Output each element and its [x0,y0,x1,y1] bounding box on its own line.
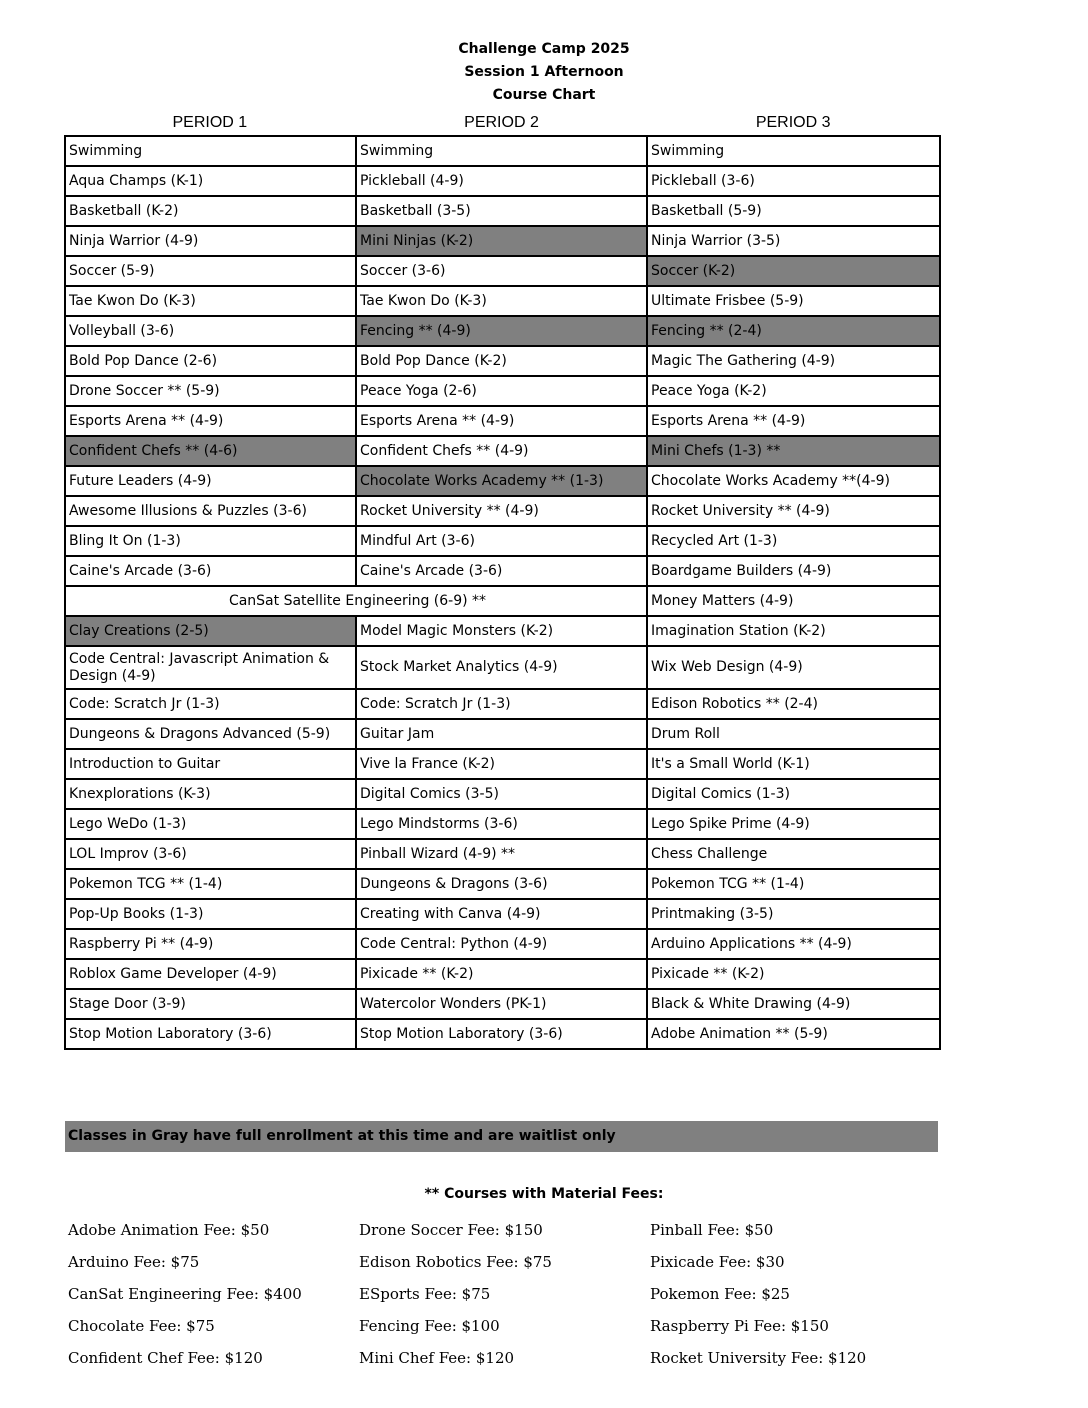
course-cell: Introduction to Guitar [65,749,356,779]
document-header [0,38,1088,107]
course-cell-merged: CanSat Satellite Engineering (6-9) ** [65,586,647,616]
course-cell: Magic The Gathering (4-9) [647,346,940,376]
course-cell-full: Clay Creations (2-5) [65,616,356,646]
session-subtitle: Session 1 Afternoon [464,64,624,80]
course-cell: Ultimate Frisbee (5-9) [647,286,940,316]
course-cell: Code: Scratch Jr (1-3) [65,689,356,719]
course-cell: Stop Motion Laboratory (3-6) [65,1019,356,1049]
table-row [65,346,940,376]
course-cell: It's a Small World (K-1) [647,749,940,779]
fee-item: Drone Soccer Fee: $150 [359,1221,543,1239]
fees-column [650,1214,941,1374]
fee-item: Arduino Fee: $75 [68,1253,200,1271]
course-cell: Stop Motion Laboratory (3-6) [356,1019,647,1049]
table-row [65,989,940,1019]
course-cell: Printmaking (3-5) [647,899,940,929]
table-row [65,526,940,556]
fee-item: Pokemon Fee: $25 [650,1285,790,1303]
course-cell: Pickleball (3-6) [647,166,940,196]
course-cell: Guitar Jam [356,719,647,749]
course-cell: Vive la France (K-2) [356,749,647,779]
course-cell-full: Fencing ** (2-4) [647,316,940,346]
gray-waitlist-note: Classes in Gray have full enrollment at this time and are waitlist only [65,1121,938,1152]
course-cell: Adobe Animation ** (5-9) [647,1019,940,1049]
course-cell: Bling It On (1-3) [65,526,356,556]
table-row [65,899,940,929]
course-cell: Rocket University ** (4-9) [356,496,647,526]
course-cell: Pixicade ** (K-2) [356,959,647,989]
period-header: PERIOD 1 [172,114,248,131]
course-cell: Basketball (5-9) [647,196,940,226]
course-cell: Stage Door (3-9) [65,989,356,1019]
course-cell: Rocket University ** (4-9) [647,496,940,526]
fee-item: Rocket University Fee: $120 [650,1349,867,1367]
course-cell: Swimming [356,136,647,166]
course-cell: Code Central: Python (4-9) [356,929,647,959]
course-cell: Edison Robotics ** (2-4) [647,689,940,719]
table-row [65,406,940,436]
course-cell: Roblox Game Developer (4-9) [65,959,356,989]
course-cell: Awesome Illusions & Puzzles (3-6) [65,496,356,526]
course-cell: Creating with Canva (4-9) [356,899,647,929]
table-row [65,689,940,719]
course-cell: Caine's Arcade (3-6) [356,556,647,586]
course-cell: Pokemon TCG ** (1-4) [647,869,940,899]
course-cell: Dungeons & Dragons (3-6) [356,869,647,899]
table-row [65,556,940,586]
course-cell: Lego WeDo (1-3) [65,809,356,839]
course-cell-full: Mini Chefs (1-3) ** [647,436,940,466]
fee-item: Raspberry Pi Fee: $150 [650,1317,829,1335]
course-cell: Swimming [647,136,940,166]
course-cell: Chocolate Works Academy **(4-9) [647,466,940,496]
course-cell: Digital Comics (3-5) [356,779,647,809]
course-cell: Money Matters (4-9) [647,586,940,616]
table-row [65,376,940,406]
table-row [65,646,940,689]
period-header: PERIOD 2 [464,114,539,131]
course-cell: Digital Comics (1-3) [647,779,940,809]
table-row [65,959,940,989]
course-cell: Swimming [65,136,356,166]
course-cell: Bold Pop Dance (2-6) [65,346,356,376]
fee-item: Confident Chef Fee: $120 [68,1349,263,1367]
course-cell: Pickleball (4-9) [356,166,647,196]
course-cell: Esports Arena ** (4-9) [65,406,356,436]
course-cell: Model Magic Monsters (K-2) [356,616,647,646]
period-header: PERIOD 3 [755,114,831,131]
course-cell: Watercolor Wonders (PK-1) [356,989,647,1019]
course-cell: Recycled Art (1-3) [647,526,940,556]
course-cell: Basketball (3-5) [356,196,647,226]
course-cell: Soccer (5-9) [65,256,356,286]
course-cell: Pop-Up Books (1-3) [65,899,356,929]
course-cell: Bold Pop Dance (K-2) [356,346,647,376]
course-cell: Pixicade ** (K-2) [647,959,940,989]
table-row [65,809,940,839]
course-cell: Drone Soccer ** (5-9) [65,376,356,406]
fee-item: Adobe Animation Fee: $50 [68,1221,270,1239]
table-row [65,616,940,646]
table-row [65,929,940,959]
course-cell: Tae Kwon Do (K-3) [65,286,356,316]
chart-title: Course Chart [492,87,596,103]
course-chart-table [64,135,941,1050]
course-cell: Lego Mindstorms (3-6) [356,809,647,839]
course-cell: Raspberry Pi ** (4-9) [65,929,356,959]
table-row [65,166,940,196]
course-cell: Tae Kwon Do (K-3) [356,286,647,316]
course-cell: Ninja Warrior (3-5) [647,226,940,256]
material-fees-title: ** Courses with Material Fees: [424,1186,664,1202]
course-cell: Chess Challenge [647,839,940,869]
course-cell: Mindful Art (3-6) [356,526,647,556]
course-cell: Drum Roll [647,719,940,749]
table-row [65,586,940,616]
course-cell: Imagination Station (K-2) [647,616,940,646]
fees-column [68,1214,359,1374]
course-cell: Peace Yoga (K-2) [647,376,940,406]
course-cell: Pokemon TCG ** (1-4) [65,869,356,899]
table-row [65,466,940,496]
fee-item: Edison Robotics Fee: $75 [359,1253,552,1271]
table-row [65,256,940,286]
table-row [65,436,940,466]
fee-item: Chocolate Fee: $75 [68,1317,215,1335]
table-row [65,226,940,256]
course-cell: Arduino Applications ** (4-9) [647,929,940,959]
fee-item: Fencing Fee: $100 [359,1317,500,1335]
course-cell: LOL Improv (3-6) [65,839,356,869]
table-row [65,749,940,779]
fee-item: Pinball Fee: $50 [650,1221,774,1239]
course-cell: Soccer (3-6) [356,256,647,286]
course-cell-full: Mini Ninjas (K-2) [356,226,647,256]
table-row [65,136,940,166]
period-headers [64,113,939,133]
course-cell: Volleyball (3-6) [65,316,356,346]
course-cell-full: Confident Chefs ** (4-6) [65,436,356,466]
course-cell: Black & White Drawing (4-9) [647,989,940,1019]
course-cell: Peace Yoga (2-6) [356,376,647,406]
course-cell: Stock Market Analytics (4-9) [356,646,647,689]
table-row [65,196,940,226]
table-row [65,1019,940,1049]
course-cell: Pinball Wizard (4-9) ** [356,839,647,869]
fee-item: CanSat Engineering Fee: $400 [68,1285,302,1303]
fee-item: ESports Fee: $75 [359,1285,491,1303]
fee-item: Mini Chef Fee: $120 [359,1349,515,1367]
course-cell: Knexplorations (K-3) [65,779,356,809]
course-cell: Ninja Warrior (4-9) [65,226,356,256]
fee-item: Pixicade Fee: $30 [650,1253,785,1271]
course-cell: Dungeons & Dragons Advanced (5-9) [65,719,356,749]
table-row [65,496,940,526]
course-cell-full: Soccer (K-2) [647,256,940,286]
course-cell: Lego Spike Prime (4-9) [647,809,940,839]
table-row [65,316,940,346]
table-row [65,839,940,869]
table-row [65,869,940,899]
course-cell: Caine's Arcade (3-6) [65,556,356,586]
course-cell: Esports Arena ** (4-9) [647,406,940,436]
course-cell: Boardgame Builders (4-9) [647,556,940,586]
course-cell: Code Central: Javascript Animation & Design (4-9) [65,646,356,689]
table-row [65,719,940,749]
course-cell: Code: Scratch Jr (1-3) [356,689,647,719]
table-row [65,286,940,316]
course-cell: Wix Web Design (4-9) [647,646,940,689]
table-row [65,779,940,809]
fees-column [359,1214,650,1374]
course-cell: Basketball (K-2) [65,196,356,226]
course-cell: Aqua Champs (K-1) [65,166,356,196]
course-cell: Confident Chefs ** (4-9) [356,436,647,466]
document-title: Challenge Camp 2025 [458,41,630,57]
course-cell: Esports Arena ** (4-9) [356,406,647,436]
material-fees-list [68,1214,948,1374]
course-cell: Future Leaders (4-9) [65,466,356,496]
course-cell-full: Fencing ** (4-9) [356,316,647,346]
course-cell-full: Chocolate Works Academy ** (1-3) [356,466,647,496]
